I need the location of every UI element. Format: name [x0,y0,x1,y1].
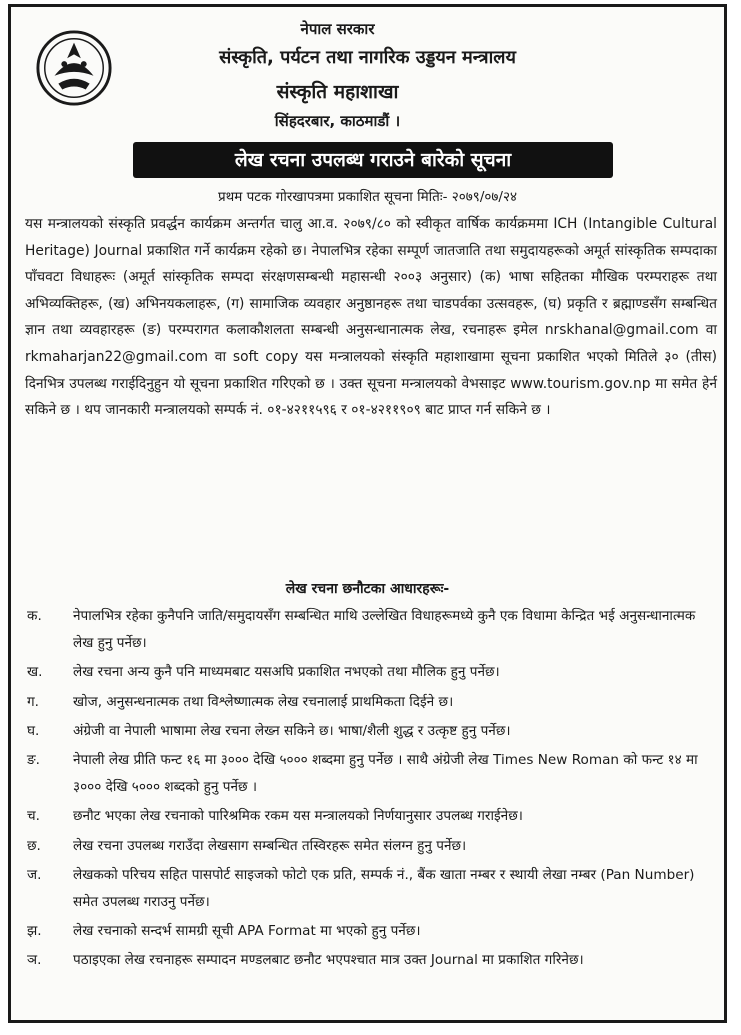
criteria-marker: घ. [27,722,40,739]
criteria-item [21,833,719,860]
criteria-marker: ञ. [27,952,42,969]
criteria-text: नेपाली लेख प्रीति फन्ट १६ मा ३००० देखि ५००० शब्दमा हुनु पर्नेछ । साथै अंग्रेजी लेख Times New Roman को फन्ट १४ मा ३००० देखि ५००० शब्दको हुनु पर्नेछ । [73,752,698,796]
criteria-item [21,918,719,945]
criteria-heading: लेख रचना छनौटका आधारहरूः- [285,581,450,597]
division-name: संस्कृति महाशाखा [276,81,399,103]
criteria-marker: ख. [27,664,43,681]
criteria-text: लेख रचना अन्य कुनै पनि माध्यमबाट यसअघि प्रकाशित नभएको तथा मौलिक हुनु पर्नेछ। [73,664,500,681]
criteria-text: लेख रचनाको सन्दर्भ सामग्री सूची APA Format मा भएको हुनु पर्नेछ। [73,923,421,940]
criteria-marker: ङ. [27,752,40,769]
criteria-marker: क. [27,608,42,624]
criteria-marker: छ. [27,837,41,854]
criteria-item [21,947,719,974]
criteria-item [21,718,719,745]
criteria-text: पठाइएका लेख रचनाहरू सम्पादन मण्डलबाट छनौट भएपश्चात मात्र उक्त Journal मा प्रकाशित गरिनेछ। [73,952,584,969]
criteria-marker: ग. [27,693,39,710]
criteria-text: नेपालभित्र रहेका कुनैपनि जाति/समुदायसँग सम्बन्धित माथि उल्लेखित विधाहरूमध्ये कुनै एक विधामा केन्द्रित भई अनुसन्धानात्मक लेख हुनु पर्नेछ। [73,608,696,652]
criteria-text: लेख रचना उपलब्ध गराउँदा लेखसाग सम्बन्धित तस्विरहरू समेत संलग्न हुनु पर्नेछ। [73,837,467,854]
notice-title-banner: लेख रचना उपलब्ध गराउने बारेको सूचना [133,142,613,178]
criteria-item [21,689,719,716]
criteria-text: खोज, अनुसन्धनात्मक तथा विश्लेष्णात्मक लेख रचनालाई प्राथमिकता दिईने छ। [73,693,454,710]
notice-body: यस मन्त्रालयको संस्कृति प्रवर्द्धन कार्यक्रम अन्तर्गत चालु आ.व. २०७९/८० को स्वीकृत वार्षिक कार्यक्रममा ICH (Intangible Cultural Heritage) Journal प्रकाशित गर्ने कार्यक्रम रहेको छ। नेपालभित्र रहेका सम्पूर्ण जातजाति तथा समुदायहरूको अमूर्त सांस्कृतिक सम्पदाका पाँचवटा विधाहरूः (अमूर्त सांस्कृतिक सम्पदा संरक्षणसम्बन्धी महासन्धी २००३ अनुसार) (क) भाषा सहितका मौखिक परम्पराहरू तथा अभिव्यक्तिहरू, (ख) अभिनयकलाहरू, (ग) सामाजिक व्यवहार अनुष्ठानहरू तथा चाडपर्वका उत्सवहरू, (घ) प्रकृति र ब्रह्माण्डसँग सम्बन्धित ज्ञान तथा व्यवहारहरू (ङ) परम्परागत कलाकौशलता सम्बन्धी अनुसन्धानात्मक लेख, रचनाहरू इमेल nrskhanal@gmail.com वा rkmaharjan22@gmail.com वा soft copy यस मन्त्रालयको संस्कृति महाशाखामा सूचना प्रकाशित भएको मितिले ३० (तीस) दिनभित्र उपलब्ध गराईदिनुहुन यो सूचना प्रकाशित गरिएको छ । उक्त सूचना मन्त्रालयको वेभसाइट www.tourism.gov.np मा समेत हेर्न सकिने छ । थप जानकारी मन्त्रालयको सम्पर्क नं. ०१-४२११५९६ र ०१-४२११९०९ बाट प्राप्त गर्न सकिने छ । [25,216,717,419]
ministry-name: संस्कृति, पर्यटन तथा नागरिक उड्डयन मन्त्रालय [219,47,516,68]
publication-line: प्रथम पटक गोरखापत्रमा प्रकाशित सूचना मितिः- २०७९/०७/२४ [217,189,518,205]
office-location: सिंहदरबार, काठमाडौं । [274,112,401,130]
criteria-marker: झ. [27,923,42,940]
criteria-text: अंग्रेजी वा नेपाली भाषामा लेख रचना लेख्न सकिने छ। भाषा/शैली शुद्ध र उत्कृष्ट हुनु पर्नेछ। [73,722,511,739]
criteria-marker: ज. [27,866,42,883]
government-name: नेपाल सरकार [300,20,375,38]
criteria-text: लेखकको परिचय सहित पासपोर्ट साइजको फोटो एक प्रति, सम्पर्क नं., बैंक खाता नम्बर र स्थायी लेखा नम्बर (Pan Number) समेत उपलब्ध गराउनु पर्नेछ। [73,866,695,911]
notice-page [8,4,727,1023]
criteria-item [21,659,719,686]
criteria-item [21,747,719,801]
criteria-item [21,603,719,657]
criteria-list [21,603,719,977]
criteria-text: छनौट भएका लेख रचनाको पारिश्रमिक रकम यस मन्त्रालयको निर्णयानुसार उपलब्ध गराईनेछ। [73,808,523,825]
criteria-item [21,803,719,830]
criteria-marker: च. [27,808,40,825]
criteria-item [21,862,719,916]
